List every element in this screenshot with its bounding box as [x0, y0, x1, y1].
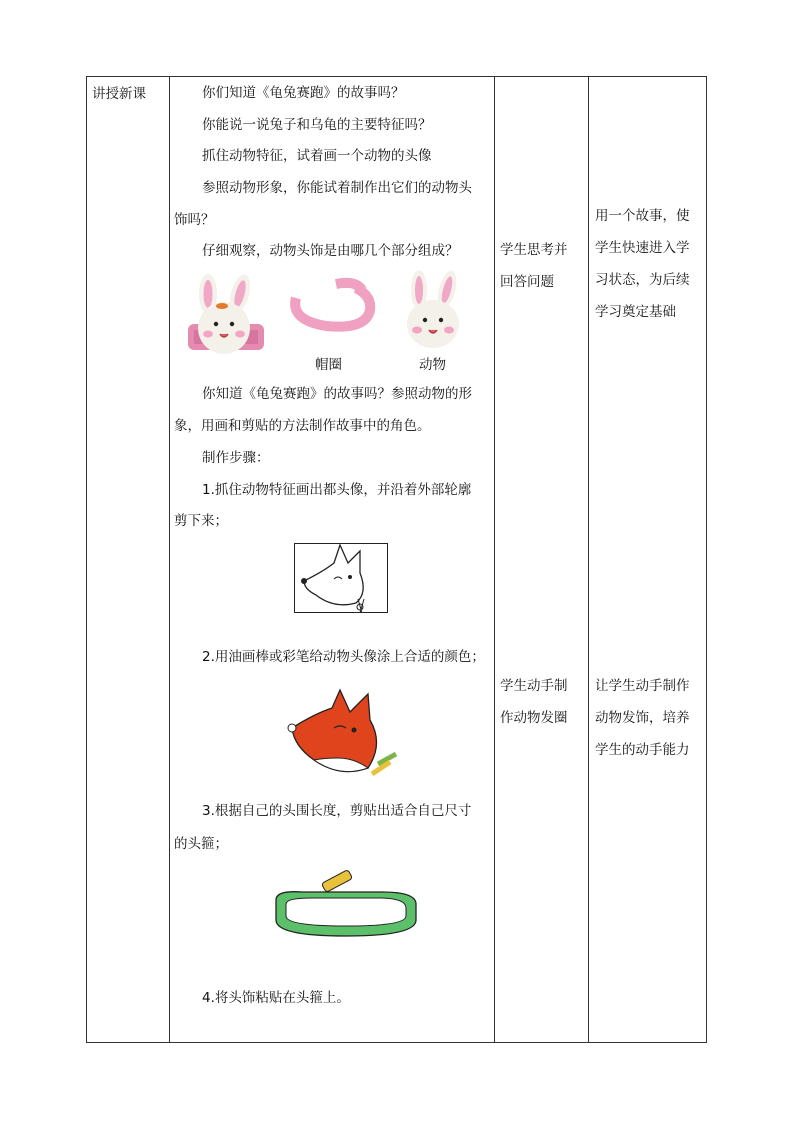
- headband-strip-image: [272, 870, 422, 944]
- step3-line-1: 3.根据自己的头围长度，剪贴出适合自己尺寸: [202, 803, 472, 819]
- ring-label: 帽圈: [315, 357, 342, 373]
- purpose-2-line-2: 动物发饰，培养: [595, 710, 690, 726]
- step4-line: 4.将头饰粘贴在头箍上。: [202, 990, 350, 1006]
- fox-outline-image: [294, 543, 388, 613]
- fox-colored-image: [284, 688, 408, 782]
- section-label: 讲授新课: [92, 86, 146, 102]
- purpose-2-line-3: 学生的动手能力: [595, 742, 690, 758]
- story-line-1: 你知道《龟兔赛跑》的故事吗？参照动物的形: [202, 386, 472, 402]
- intro-line-6: 仔细观察，动物头饰是由哪几个部分组成？: [202, 243, 459, 259]
- step1-line-1: 1.抓住动物特征画出都头像，并沿着外部轮廓: [202, 482, 472, 498]
- intro-line-2: 你能说一说兔子和乌龟的主要特征吗？: [202, 117, 432, 133]
- intro-line-1: 你们知道《龟兔赛跑》的故事吗？: [202, 85, 405, 101]
- purpose-1-line-4: 学习奠定基础: [595, 304, 676, 320]
- column-divider: [494, 77, 495, 1042]
- purpose-1-line-3: 习状态，为后续: [595, 272, 690, 288]
- student-activity-2-line-1: 学生动手制: [500, 678, 568, 694]
- steps-title: 制作步骤：: [202, 450, 270, 466]
- story-line-2: 象，用画和剪贴的方法制作故事中的角色。: [174, 418, 431, 434]
- step3-line-2: 的头箍；: [174, 836, 228, 852]
- purpose-2-line-1: 让学生动手制作: [595, 678, 690, 694]
- intro-line-3: 抓住动物特征，试着画一个动物的头像: [202, 148, 432, 164]
- step2-line: 2.用油画棒或彩笔给动物头像涂上合适的颜色；: [202, 649, 485, 665]
- intro-line-5: 饰吗？: [174, 212, 215, 228]
- step1-line-2: 剪下来；: [174, 513, 228, 529]
- intro-line-4: 参照动物形象，你能试着制作出它们的动物头: [202, 180, 472, 196]
- bunny-headband-image: [180, 272, 270, 362]
- student-activity-2-line-2: 作动物发圈: [500, 710, 568, 726]
- bunny-head-image: [395, 268, 471, 350]
- column-divider: [588, 77, 589, 1042]
- student-activity-1-line-1: 学生思考并: [500, 242, 568, 258]
- purpose-1-line-2: 学生快速进入学: [595, 240, 690, 256]
- column-divider: [169, 77, 170, 1042]
- animal-label: 动物: [419, 357, 446, 373]
- headband-ring-image: [286, 280, 376, 340]
- student-activity-1-line-2: 回答问题: [500, 274, 554, 290]
- purpose-1-line-1: 用一个故事，使: [595, 208, 690, 224]
